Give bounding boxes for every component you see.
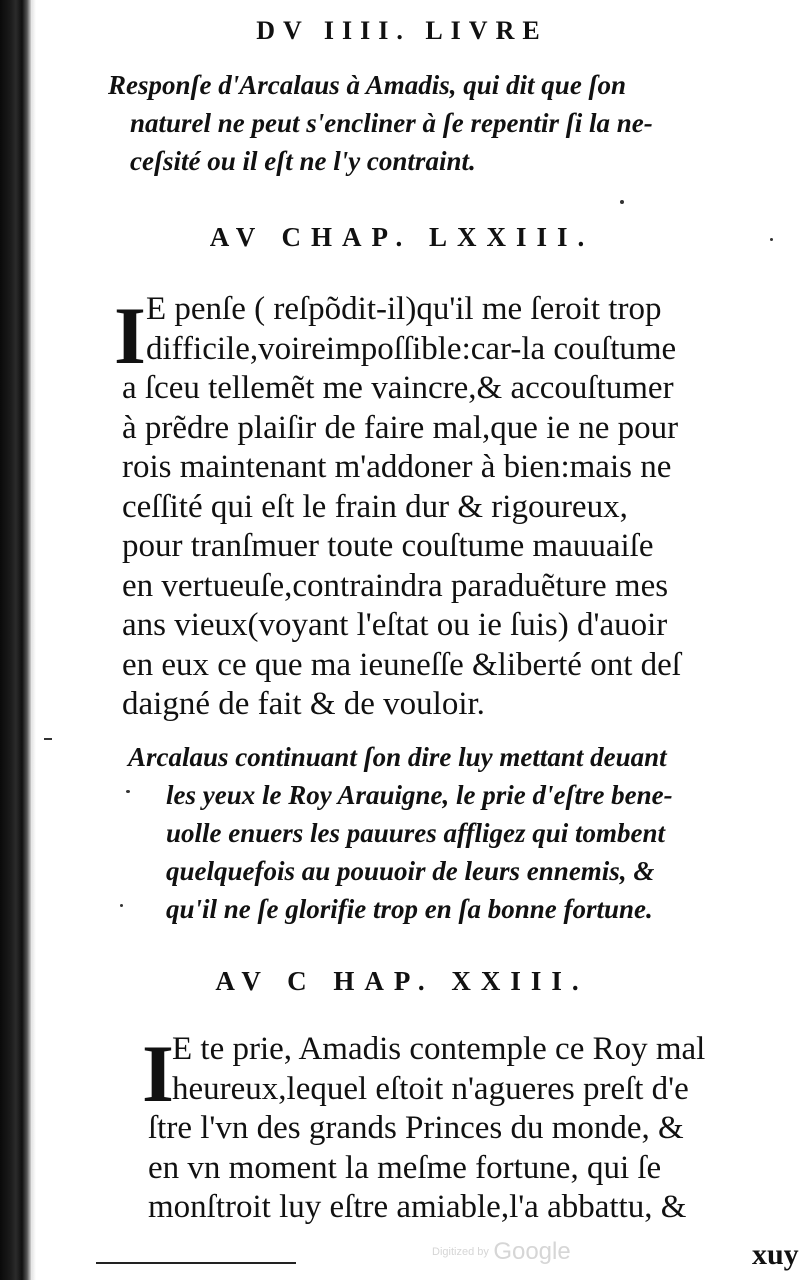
text-line: ans vieux(voyant l'eſtat ou ie ſuis) d'auoir — [122, 607, 668, 643]
summary-line: Arcalaus continuant ſon dire luy mettant deuant — [128, 742, 667, 772]
summary-line: quelquefois au pouuoir de leurs ennemis, & — [166, 856, 655, 886]
summary-line: Responſe d'Arcalaus à Amadis, qui dit que ſon — [108, 70, 627, 100]
chapter-heading-2: AV C HAP. XXIII. — [215, 966, 589, 996]
drop-cap-1: I — [114, 290, 146, 381]
scan-speck — [120, 904, 123, 907]
binding-shadow — [32, 0, 36, 1280]
text-line: à prẽdre plaiſir de faire mal,que ie ne pour — [122, 409, 679, 446]
text-line: E penſe ( reſpõdit-il)qu'il me ſeroit trop — [146, 291, 662, 327]
scan-speck — [620, 200, 624, 204]
chapter-heading-1: AV CHAP. LXXIII. — [209, 222, 595, 252]
text-line: en vn moment la meſme fortune, qui ſe — [148, 1149, 662, 1186]
text-line: heureux,lequel eſtoit n'agueres preſt d'e — [172, 1070, 689, 1107]
text-line: E te prie, Amadis contemple ce Roy mal — [172, 1031, 706, 1067]
summary-line: ceſsité ou il eſt ne l'y contraint. — [130, 146, 476, 176]
text-line: rois maintenant m'addoner à bien:mais ne — [122, 449, 672, 485]
text-line: ceſſité qui eſt le frain dur & rigoureux, — [122, 488, 628, 525]
chapter-summary-2 — [128, 738, 673, 928]
scan-speck — [44, 738, 52, 740]
chapter-text-1 — [122, 290, 681, 725]
text-line: difficile,voireimpoſſible:car-la couſtume — [146, 330, 677, 367]
summary-line: qu'il ne ſe glorifie trop en ſa bonne fortune. — [166, 894, 653, 924]
scan-speck — [126, 790, 130, 793]
watermark-brand: Google — [493, 1238, 571, 1265]
scan-speck — [770, 238, 773, 241]
text-line: en vertueuſe,contraindra paraduẽture mes — [122, 567, 669, 604]
catchword: xuy — [752, 1238, 799, 1271]
text-line: ſtre l'vn des grands Princes du monde, & — [148, 1110, 684, 1146]
running-head: DV IIII. LIVRE — [256, 16, 548, 45]
digitized-watermark — [432, 1238, 571, 1266]
summary-line: les yeux le Roy Arauigne, le prie d'eſtre bene- — [166, 780, 673, 810]
text-line: monſtroit luy eſtre amiable,l'a abbattu, & — [148, 1189, 687, 1225]
book-binding — [0, 0, 32, 1280]
footer-rule — [96, 1262, 296, 1264]
drop-cap-2: I — [142, 1028, 174, 1119]
text-line: en eux ce que ma ieuneſſe &liberté ont deſ — [122, 646, 681, 683]
text-line: daigné de fait & de vouloir. — [122, 686, 485, 722]
summary-line: naturel ne peut s'encliner à ſe repentir ſi la ne- — [130, 108, 653, 138]
chapter-text-2 — [148, 1030, 705, 1228]
chapter-summary-1 — [108, 66, 653, 180]
summary-line: uolle enuers les pauures affligez qui tombent — [166, 818, 666, 848]
watermark-prefix: Digitized by — [432, 1246, 489, 1258]
text-line: a ſceu tellemẽt me vaincre,& accouſtumer — [122, 370, 674, 406]
text-line: pour tranſmuer toute couſtume mauuaiſe — [122, 528, 654, 564]
